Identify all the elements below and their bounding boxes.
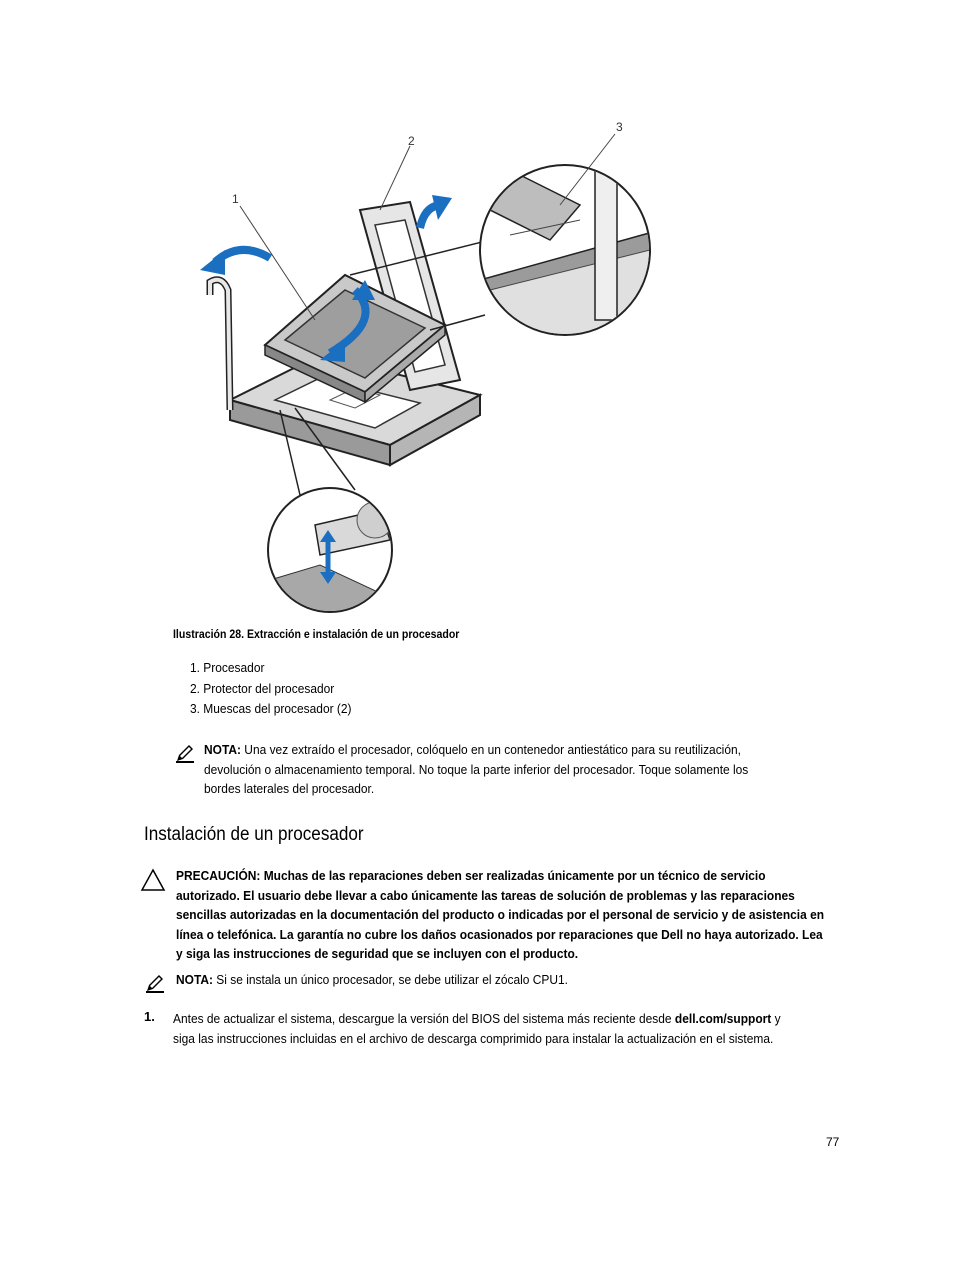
legend-item: 2. Protector del procesador bbox=[190, 680, 335, 696]
step-number: 1. bbox=[144, 1009, 155, 1024]
caution-line: y siga las instrucciones de seguridad que se incluyen con el producto. bbox=[176, 946, 579, 961]
section-heading: Instalación de un procesador bbox=[144, 824, 364, 845]
support-link[interactable]: dell.com/support bbox=[674, 1011, 772, 1026]
note-line: Una vez extraído el procesador, colóquelo en un contenedor antiestático para su reutilización, bbox=[240, 742, 741, 757]
note-line: bordes laterales del procesador. bbox=[204, 781, 375, 796]
page-number: 77 bbox=[826, 1135, 840, 1149]
note-text bbox=[176, 970, 602, 990]
figure-caption: Ilustración 28. Extracción e instalación de un procesador bbox=[173, 627, 460, 641]
caution-triangle-icon bbox=[140, 868, 166, 892]
note-line: Si se instala un único procesador, se debe utilizar el zócalo CPU1. bbox=[212, 972, 569, 987]
step-text bbox=[173, 1009, 833, 1048]
note-label: NOTA: bbox=[176, 972, 213, 987]
processor-illustration bbox=[180, 110, 680, 620]
note-line: devolución o almacenamiento temporal. No toque la parte inferior del procesador. Toque solamente los bbox=[204, 761, 749, 777]
caution-line: línea o telefónica. La garantía no cubre los daños ocasionados por reparaciones que Dell no haya autorizado. Lea bbox=[176, 926, 823, 942]
legend-item: 1. Procesador bbox=[190, 660, 265, 675]
legend-item: 3. Muescas del procesador (2) bbox=[190, 701, 352, 716]
pencil-note-icon bbox=[144, 972, 166, 994]
step-line: y bbox=[771, 1011, 781, 1026]
figure-legend bbox=[190, 658, 366, 720]
note-label: NOTA: bbox=[204, 742, 241, 757]
callout-1: 1 bbox=[232, 192, 239, 206]
note-text bbox=[204, 740, 796, 799]
caution-text bbox=[176, 866, 880, 964]
step-line: siga las instrucciones incluidas en el archivo de descarga comprimido para instalar la actualización en el sistema. bbox=[173, 1030, 774, 1046]
pencil-note-icon bbox=[174, 742, 196, 764]
callout-3: 3 bbox=[616, 120, 623, 134]
step-line: Antes de actualizar el sistema, descargue la versión del BIOS del sistema más reciente desde bbox=[173, 1011, 675, 1026]
callout-2: 2 bbox=[408, 134, 415, 148]
caution-line: autorizado. El usuario debe llevar a cabo únicamente las tareas de solución de problemas y las reparaciones bbox=[176, 887, 795, 903]
caution-line: sencillas autorizadas en la documentación del producto o indicadas por el personal de servicio y de asistencia en bbox=[176, 907, 825, 922]
caution-line: PRECAUCIÓN: Muchas de las reparaciones deben ser realizadas únicamente por un técnico de servicio bbox=[176, 868, 766, 883]
